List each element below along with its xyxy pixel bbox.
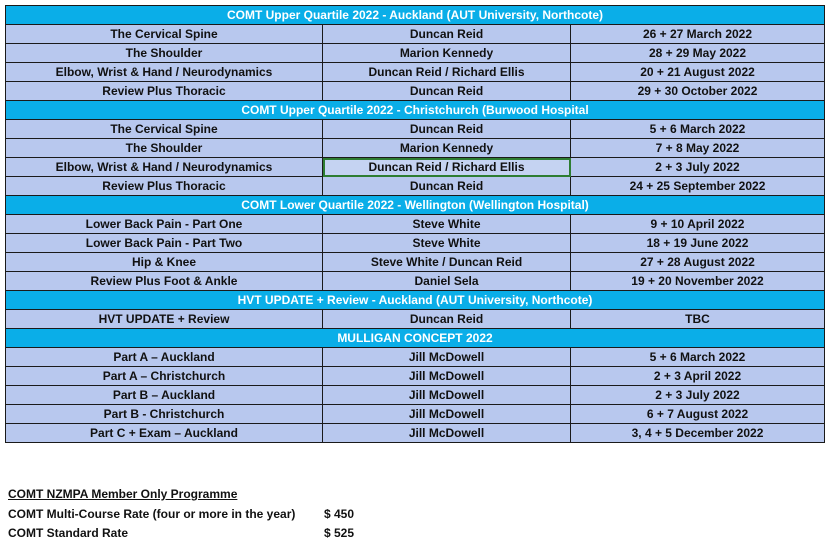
table-row: [6, 253, 825, 272]
table-row: [6, 310, 825, 329]
table-row: [6, 120, 825, 139]
course-cell[interactable]: Part B – Auckland: [6, 386, 323, 405]
course-cell[interactable]: Part B - Christchurch: [6, 405, 323, 424]
table-row: [6, 367, 825, 386]
date-cell[interactable]: 2 + 3 July 2022: [571, 158, 825, 177]
table-row: [6, 272, 825, 291]
course-cell[interactable]: The Shoulder: [6, 44, 323, 63]
course-cell[interactable]: Review Plus Thoracic: [6, 177, 323, 196]
table-row: [6, 424, 825, 443]
table-row: [6, 177, 825, 196]
instructor-cell[interactable]: Duncan Reid: [323, 177, 571, 196]
table-row: [6, 44, 825, 63]
section-header-row: [6, 329, 825, 348]
section-header[interactable]: HVT UPDATE + Review - Auckland (AUT University, Northcote): [6, 291, 825, 310]
date-cell[interactable]: 2 + 3 July 2022: [571, 386, 825, 405]
instructor-cell[interactable]: Steve White: [323, 234, 571, 253]
rate-label: COMT Multi-Course Rate (four or more in the year): [8, 507, 296, 521]
date-cell[interactable]: 2 + 3 April 2022: [571, 367, 825, 386]
course-cell[interactable]: Elbow, Wrist & Hand / Neurodynamics: [6, 63, 323, 82]
course-cell[interactable]: Hip & Knee: [6, 253, 323, 272]
course-cell[interactable]: Lower Back Pain - Part Two: [6, 234, 323, 253]
course-cell[interactable]: Review Plus Thoracic: [6, 82, 323, 101]
course-schedule-table: [5, 5, 825, 443]
date-cell[interactable]: 28 + 29 May 2022: [571, 44, 825, 63]
rate-label: COMT Standard Rate: [8, 526, 129, 540]
date-cell[interactable]: 7 + 8 May 2022: [571, 139, 825, 158]
table-row: [6, 82, 825, 101]
section-header[interactable]: COMT Upper Quartile 2022 - Christchurch (Burwood Hospital: [6, 101, 825, 120]
table-row: [6, 234, 825, 253]
date-cell[interactable]: 27 + 28 August 2022: [571, 253, 825, 272]
course-cell[interactable]: Review Plus Foot & Ankle: [6, 272, 323, 291]
course-cell[interactable]: Part C + Exam – Auckland: [6, 424, 323, 443]
instructor-cell[interactable]: Marion Kennedy: [323, 139, 571, 158]
table-row: [6, 25, 825, 44]
instructor-cell[interactable]: Steve White: [323, 215, 571, 234]
rate-price: $ 450: [324, 507, 355, 521]
table-row: [6, 215, 825, 234]
course-cell[interactable]: Elbow, Wrist & Hand / Neurodynamics: [6, 158, 323, 177]
date-cell[interactable]: 24 + 25 September 2022: [571, 177, 825, 196]
section-header[interactable]: COMT Upper Quartile 2022 - Auckland (AUT University, Northcote): [6, 6, 825, 25]
date-cell[interactable]: TBC: [571, 310, 825, 329]
instructor-cell[interactable]: Duncan Reid: [323, 82, 571, 101]
section-header[interactable]: MULLIGAN CONCEPT 2022: [6, 329, 825, 348]
table-row: [6, 63, 825, 82]
instructor-cell[interactable]: Duncan Reid / Richard Ellis: [323, 158, 571, 177]
instructor-cell[interactable]: Jill McDowell: [323, 424, 571, 443]
rate-price: $ 525: [324, 526, 355, 540]
instructor-cell[interactable]: Jill McDowell: [323, 367, 571, 386]
table-row: [6, 386, 825, 405]
course-cell[interactable]: The Cervical Spine: [6, 120, 323, 139]
instructor-cell[interactable]: Steve White / Duncan Reid: [323, 253, 571, 272]
instructor-cell[interactable]: Duncan Reid: [323, 120, 571, 139]
table-row: [6, 405, 825, 424]
instructor-cell[interactable]: Duncan Reid: [323, 25, 571, 44]
instructor-cell[interactable]: Jill McDowell: [323, 348, 571, 367]
date-cell[interactable]: 5 + 6 March 2022: [571, 348, 825, 367]
section-header-row: [6, 101, 825, 120]
course-cell[interactable]: The Cervical Spine: [6, 25, 323, 44]
section-header-row: [6, 196, 825, 215]
section-header-row: [6, 291, 825, 310]
course-cell[interactable]: The Shoulder: [6, 139, 323, 158]
date-cell[interactable]: 20 + 21 August 2022: [571, 63, 825, 82]
date-cell[interactable]: 9 + 10 April 2022: [571, 215, 825, 234]
programme-title: COMT NZMPA Member Only Programme: [8, 487, 238, 501]
date-cell[interactable]: 5 + 6 March 2022: [571, 120, 825, 139]
instructor-cell[interactable]: Duncan Reid: [323, 310, 571, 329]
instructor-cell[interactable]: Daniel Sela: [323, 272, 571, 291]
section-header[interactable]: COMT Lower Quartile 2022 - Wellington (Wellington Hospital): [6, 196, 825, 215]
instructor-cell[interactable]: Jill McDowell: [323, 405, 571, 424]
date-cell[interactable]: 6 + 7 August 2022: [571, 405, 825, 424]
instructor-cell[interactable]: Jill McDowell: [323, 386, 571, 405]
table-row: [6, 348, 825, 367]
instructor-cell[interactable]: Marion Kennedy: [323, 44, 571, 63]
table-row: [6, 158, 825, 177]
instructor-cell[interactable]: Duncan Reid / Richard Ellis: [323, 63, 571, 82]
date-cell[interactable]: 3, 4 + 5 December 2022: [571, 424, 825, 443]
date-cell[interactable]: 18 + 19 June 2022: [571, 234, 825, 253]
course-cell[interactable]: HVT UPDATE + Review: [6, 310, 323, 329]
rate-row-multi-course: [8, 507, 408, 526]
date-cell[interactable]: 19 + 20 November 2022: [571, 272, 825, 291]
rate-row-standard: [8, 526, 408, 545]
date-cell[interactable]: 26 + 27 March 2022: [571, 25, 825, 44]
course-cell[interactable]: Lower Back Pain - Part One: [6, 215, 323, 234]
table-row: [6, 139, 825, 158]
date-cell[interactable]: 29 + 30 October 2022: [571, 82, 825, 101]
course-cell[interactable]: Part A – Christchurch: [6, 367, 323, 386]
pricing-footer: [8, 487, 408, 545]
section-header-row: [6, 6, 825, 25]
course-cell[interactable]: Part A – Auckland: [6, 348, 323, 367]
